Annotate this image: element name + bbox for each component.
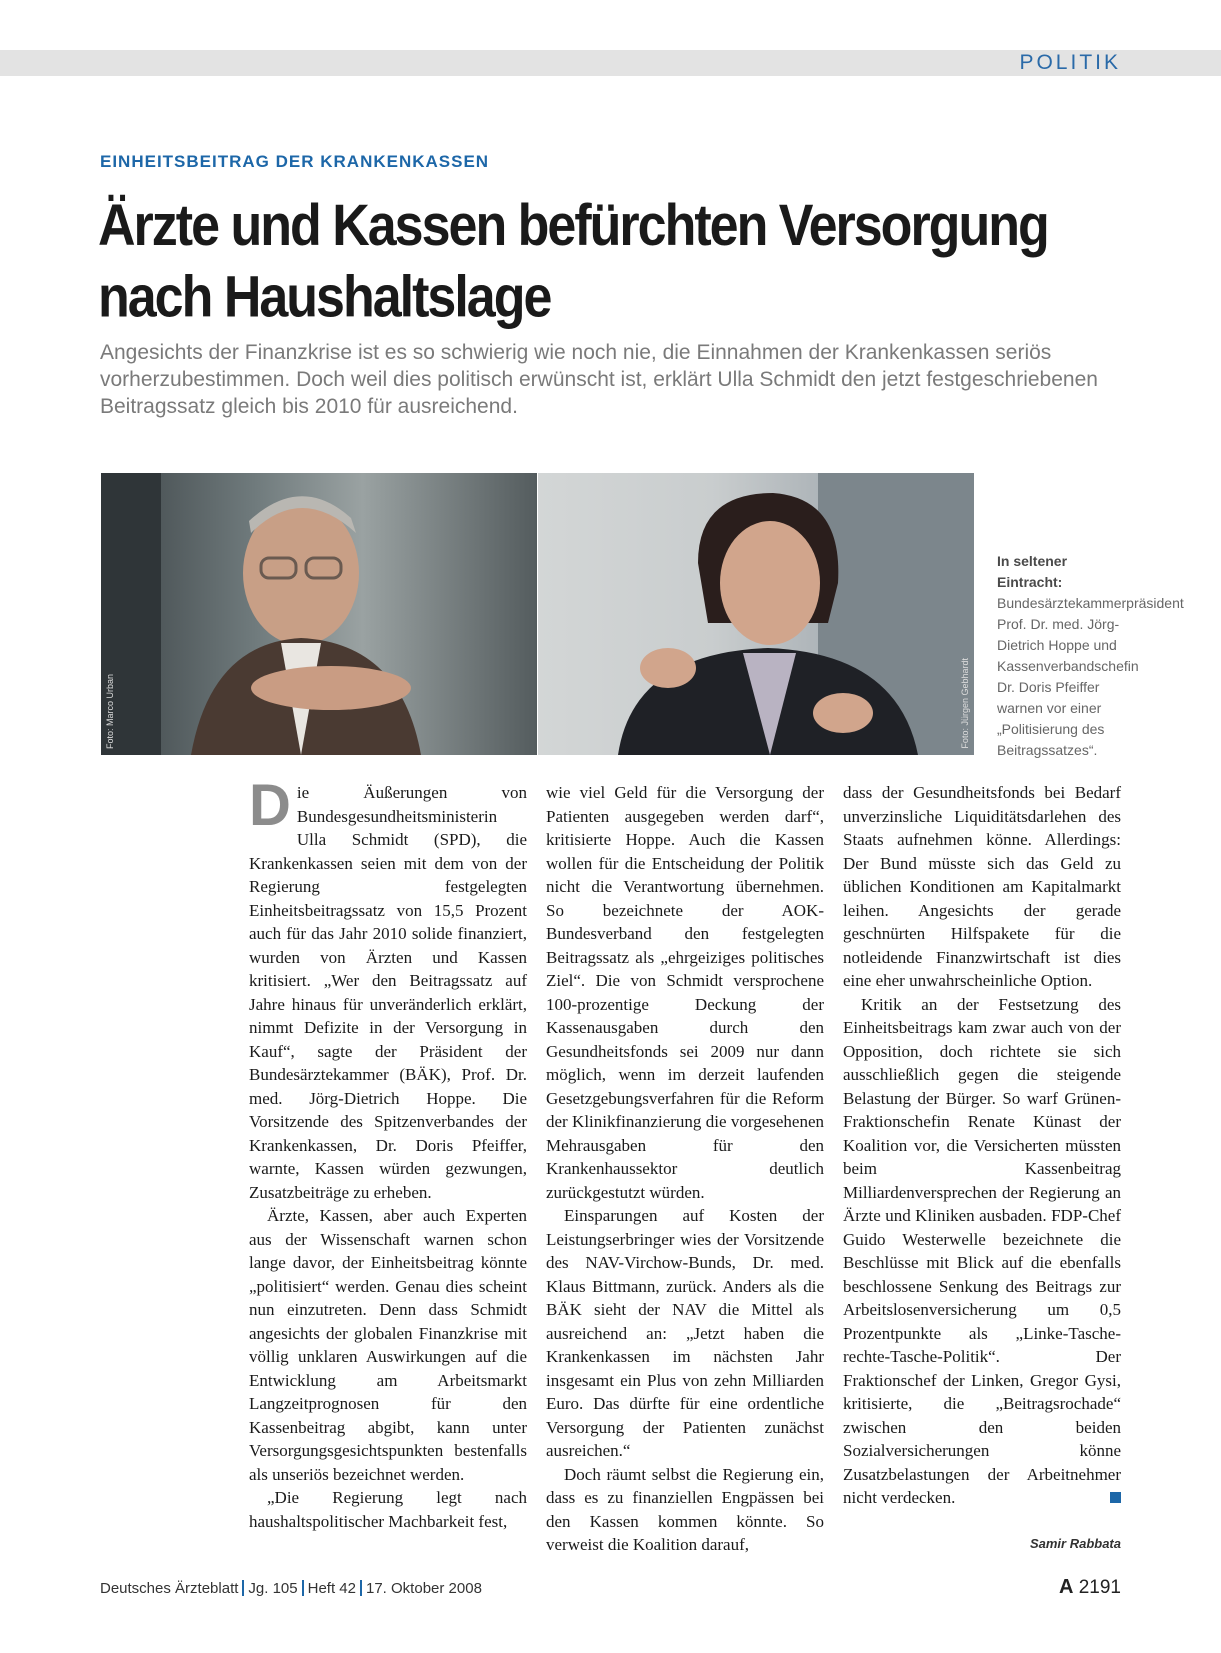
- headline: [98, 190, 1128, 333]
- paragraph: Kritik an der Festsetzung des Einheitsbeitrags kam zwar auch von der Opposition, doch richtete sie sich ausschließlich gegen die steigende Belastung der Bürger. So warf Grünen-Fraktionschefin Renate Künast der Koalition vor, die Versicherten müssten beim Kassenbeitrag Milliardenversprechen der Regierung an Ärzte und Kliniken ausbaden. FDP-Chef Guido Westerwelle bezeichnete die Beschlüsse mit Blick auf die ebenfalls beschlossene Senkung des Beitrags zur Arbeitslosenversicherung um 0,5 Prozentpunkte als „Linke-Tasche-rechte-Tasche-Politik“. Der Fraktionschef der Linken, Gregor Gysi, kritisierte, die „Beitragsrochade“ zwischen den beiden Sozialversicherungen könne Zusatzbelastungen der Arbeitnehmer nicht verdecken.: [843, 994, 1121, 1507]
- drop-cap: D: [249, 773, 291, 838]
- article-column-2: [546, 781, 824, 1557]
- headline-line-1: Ärzte und Kassen befürchten Versorgung: [98, 193, 1048, 259]
- footer: [100, 1580, 482, 1597]
- article-column-3: [843, 781, 1121, 1510]
- photo-pfeiffer-illustration: [538, 473, 974, 755]
- page-value: 2191: [1078, 1577, 1121, 1598]
- journal-name: Deutsches Ärzteblatt: [100, 1580, 239, 1597]
- photo-credit-right: Foto: Jürgen Gebhardt: [960, 658, 970, 749]
- paragraph: dass der Gesundheitsfonds bei Bedarf unverzinsliche Liquiditätsdarlehen des Staats aufnehmen könne. Allerdings: Der Bund müsste sich das Geld zu üblichen Konditionen am Kapitalmarkt leihen. Angesichts der gerade geschnürten Hilfspakete für die notleidende Finanzwirtschaft ist dies eine eher unwahrscheinliche Option.: [843, 783, 1121, 990]
- end-mark-icon: [1110, 1492, 1121, 1503]
- paragraph: Ärzte, Kassen, aber auch Experten aus der Wissenschaft warnen schon lange davor, der Einheitsbeitrag könnte „politisiert“ werden. Genau dies scheint nun einzutreten. Denn dass Schmidt angesichts der globalen Finanzkrise mit völlig unklaren Auswirkungen auf die Entwicklung am Arbeitsmarkt Langzeitprognosen für den Kassenbeitrag abgibt, kann unter Versorgungsgesichtspunkten bestenfalls als unseriös bezeichnet werden.: [249, 1206, 527, 1484]
- divider: [302, 1580, 304, 1596]
- photo-credit-left: Foto: Marco Urban: [105, 673, 115, 749]
- paragraph: Einsparungen auf Kosten der Leistungserbringer wies der Vorsitzende des NAV-Virchow-Bunds, Dr. med. Klaus Bittmann, zurück. Anders als die BÄK sieht der NAV die Mittel als ausreichend an: „Jetzt haben die Krankenkassen im nächsten Jahr insgesamt ein Plus von zehn Milliarden Euro. Das dürfte für eine ordentliche Versorgung der Patienten zunächst ausreichen.“: [546, 1206, 824, 1460]
- issue-date: 17. Oktober 2008: [366, 1580, 482, 1597]
- paragraph: wie viel Geld für die Versorgung der Patienten ausgegeben werden darf“, kritisierte Hoppe. Auch die Kassen wollen für die Entscheidung der Politik nicht die Verantwortung übernehmen. So bezeichnete der AOK-Bundesverband den festgelegten Beitragssatz als „ehrgeiziges politisches Ziel“. Die von Schmidt versprochene 100-prozentige Deckung der Kassenausgaben durch den Gesundheitsfonds sei 2009 nur dann möglich, wenn im derzeit laufenden Gesetzgebungsverfahren für die Reform der Klinikfinanzierung die vorgesehenen Mehrausgaben für den Krankenhaussektor deutlich zurückgestutzt würden.: [546, 783, 824, 1202]
- volume: Jg. 105: [248, 1580, 298, 1597]
- divider: [360, 1580, 362, 1596]
- lead-paragraph: Angesichts der Finanzkrise ist es so schwierig wie noch nie, die Einnahmen der Krankenkassen seriös vorherzubestimmen. Doch weil dies politisch erwünscht ist, erklärt Ulla Schmidt den jetzt festgeschriebenen Beitragssatz gleich bis 2010 für ausreichend.: [100, 341, 1098, 418]
- author: Samir Rabbata: [1029, 1536, 1121, 1551]
- article-column-1: [249, 773, 527, 1533]
- kicker: EINHEITSBEITRAG DER KRANKENKASSEN: [100, 152, 490, 171]
- page-number: [1059, 1576, 1121, 1599]
- photo-pfeiffer: [538, 473, 974, 755]
- headline-line-2: nach Haushaltslage: [98, 265, 551, 330]
- paragraph: Die Äußerungen von Bundesgesundheitsministerin Ulla Schmidt (SPD), die Krankenkassen seien mit dem von der Regierung festgelegten Einheitsbeitragssatz von 15,5 Prozent auch für das Jahr 2010 solide finanziert, wurden von Ärzten und Kassen kritisiert. „Wer den Beitragssatz auf Jahre hinaus für unveränderlich erklärt, nimmt Defizite in der Versorgung in Kauf“, sagte der Präsident der Bundesärztekammer (BÄK), Prof. Dr. med. Jörg-Dietrich Hoppe. Die Vorsitzende des Spitzenverbandes der Krankenkassen, Dr. Doris Pfeiffer, warnte, Kassen würden gezwungen, Zusatzbeiträge zu erheben.: [249, 773, 527, 1202]
- paragraph: „Die Regierung legt nach haushaltspolitischer Machbarkeit fest,: [249, 1488, 527, 1531]
- section-label: POLITIK: [1019, 51, 1121, 74]
- page-prefix: A: [1058, 1576, 1074, 1598]
- paragraph: Doch räumt selbst die Regierung ein, dass es zu finanziellen Engpässen bei den Kassen kommen könnte. So verweist die Koalition darauf,: [546, 1464, 824, 1554]
- photo-caption: [997, 551, 1184, 761]
- photo-hoppe-illustration: [101, 473, 537, 755]
- caption-bold: In seltener Eintracht:: [997, 553, 1068, 590]
- issue: Heft 42: [307, 1580, 356, 1597]
- photo-hoppe: [101, 473, 537, 755]
- divider: [242, 1580, 244, 1596]
- caption-text: Bundesärztekammerpräsident Prof. Dr. med. Jörg-Dietrich Hoppe und Kassenverbandschefin Dr. Doris Pfeiffer warnen vor einer „Politisierung des Beitragssatzes“.: [997, 595, 1184, 758]
